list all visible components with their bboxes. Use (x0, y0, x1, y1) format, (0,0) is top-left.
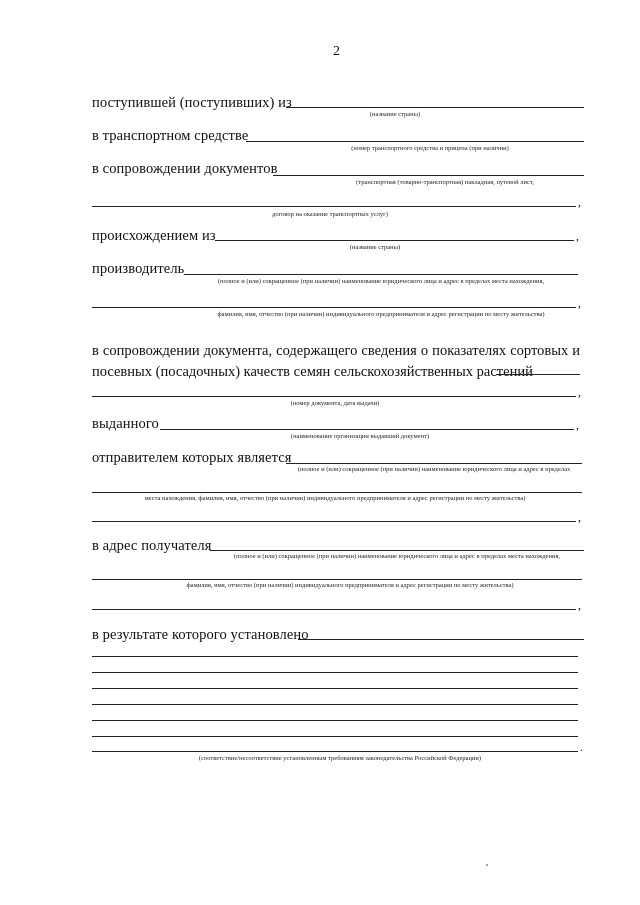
origin-caption: (название страны) (349, 244, 401, 251)
documents-caption-1: (транспортная (товарно-транспортная) накладная, путевой лист, (356, 179, 534, 186)
result-period: . (580, 740, 583, 754)
recipient-field-1[interactable] (210, 550, 584, 551)
quality-doc-field-1[interactable] (496, 374, 580, 375)
result-field-3[interactable] (92, 672, 578, 673)
quality-doc-caption: (номер документа, дата выдачи) (290, 400, 380, 407)
received-from-label: поступившей (поступивших) из (92, 95, 292, 111)
result-field-7[interactable] (92, 736, 578, 737)
origin-field[interactable] (215, 240, 574, 241)
manufacturer-caption-1: (полное и (или) сокращенное (при наличии) наименование юридического лица и адрес в пределах места нахождения, (217, 278, 545, 285)
quality-doc-field-2[interactable] (92, 396, 576, 397)
issued-caption: (наименование организации выдавший документ) (290, 433, 430, 440)
issued-field[interactable] (160, 429, 574, 430)
senders-field-2[interactable] (92, 492, 582, 493)
manufacturer-field-2[interactable] (92, 307, 576, 308)
quality-doc-text: в сопровождении документа, содержащего сведения о показателях сортовых и посевных (посадочных) качеств семян сельскохозяйственных растений (92, 343, 580, 380)
recipient-caption-2: фамилия, имя, отчество (при наличии) индивидуального предпринимателя и адрес регистрации по месту жительства) (186, 582, 514, 589)
documents-field-2[interactable] (92, 206, 576, 207)
recipient-caption-1: (полное и (или) сокращенное (при наличии) наименование юридического лица и адрес в пределах места нахождения, (233, 553, 561, 560)
senders-caption-1: (полное и (или) сокращенное (при наличии) наименование юридического лица и адрес в пределах (297, 466, 571, 473)
manufacturer-caption-2: фамилия, имя, отчество (при наличии) индивидуального предпринимателя и адрес регистрации по месту жительства) (217, 311, 545, 318)
origin-comma: , (576, 229, 579, 243)
senders-field-1[interactable] (286, 463, 582, 464)
manufacturer-field-1[interactable] (184, 274, 578, 275)
result-caption: (соответствие/несоответствие установленным требованиям законодательства Российской Федерации) (198, 755, 482, 762)
result-field-5[interactable] (92, 704, 578, 705)
page-number: 2 (333, 44, 340, 59)
manufacturer-comma: , (578, 296, 581, 310)
recipient-field-3[interactable] (92, 609, 576, 610)
result-field-4[interactable] (92, 688, 578, 689)
recipient-comma: , (578, 598, 581, 612)
senders-comma: , (578, 510, 581, 524)
received-from-caption: (название страны) (369, 111, 421, 118)
result-field-2[interactable] (92, 656, 578, 657)
issued-label: выданного (92, 416, 159, 432)
origin-label: происхождением из (92, 228, 216, 244)
recipient-field-2[interactable] (92, 579, 582, 580)
documents-field-1[interactable] (273, 175, 584, 176)
quality-doc-comma: , (578, 385, 581, 399)
documents-caption-2: договор на оказание транспортных услуг) (272, 211, 388, 218)
vehicle-caption: (номер транспортного средства и прицепа (при наличии) (351, 145, 509, 152)
result-field-8[interactable] (92, 751, 578, 752)
received-from-field[interactable] (286, 107, 584, 108)
issued-comma: , (576, 418, 579, 432)
result-field-6[interactable] (92, 720, 578, 721)
senders-label: отправителем которых является (92, 450, 292, 466)
result-label: в результате которого установлено (92, 627, 309, 643)
senders-field-3[interactable] (92, 521, 576, 522)
vehicle-label: в транспортном средстве (92, 128, 249, 144)
scan-speck (486, 864, 488, 866)
result-field-1[interactable] (298, 639, 584, 640)
documents-comma: , (578, 195, 581, 209)
documents-label: в сопровождении документов (92, 161, 278, 177)
manufacturer-label: производитель (92, 261, 185, 277)
senders-caption-2: места нахождения, фамилия, имя, отчество (при наличии) индивидуального предпринимателя и адрес регистрации по месту жительства) (144, 495, 526, 502)
vehicle-field[interactable] (246, 141, 584, 142)
recipient-label: в адрес получателя (92, 538, 212, 554)
